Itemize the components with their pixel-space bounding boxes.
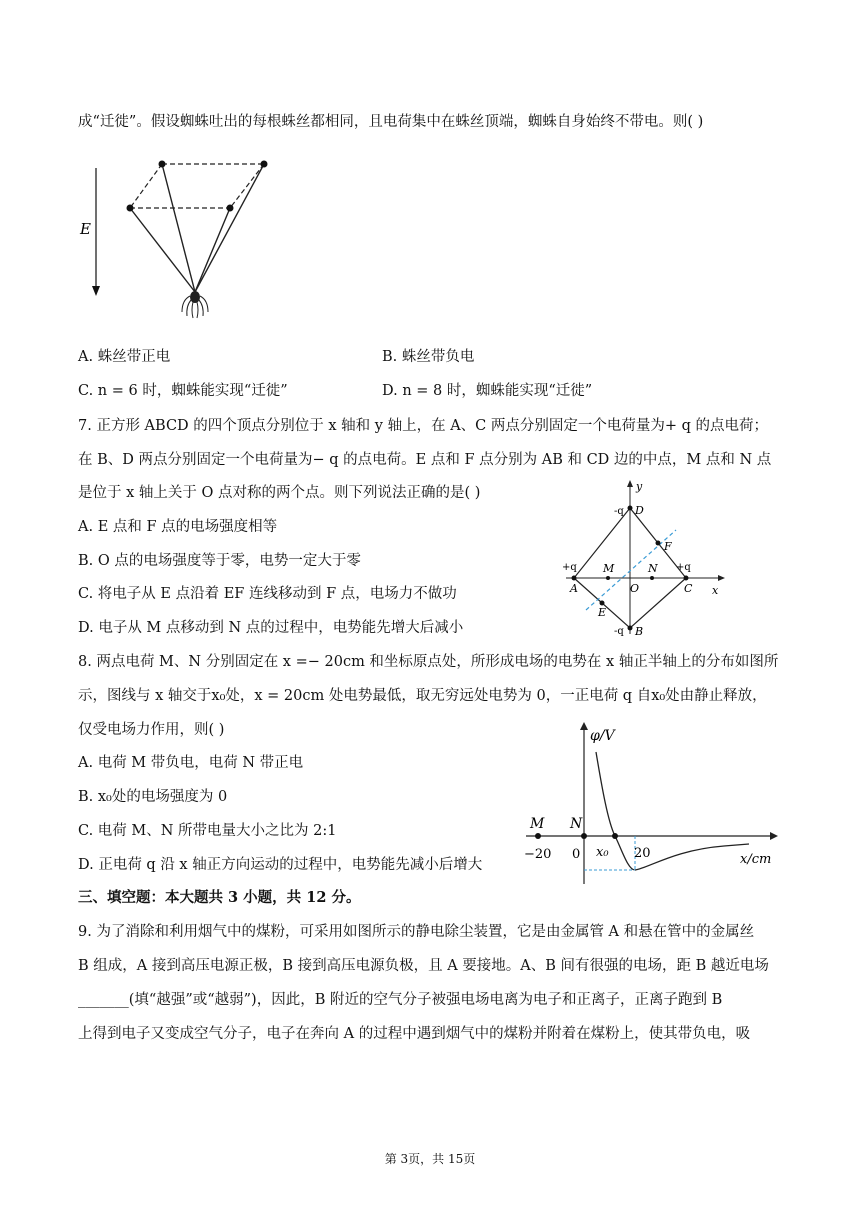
page-number: 第 3页，共 15页 (384, 1152, 476, 1166)
q7-stem-line-1: 7. 正方形 ABCD 的四个顶点分别位于 x 轴和 y 轴上，在 A、C 两点分别固定一个电荷量为+ q 的点电荷； (78, 418, 769, 434)
q6-option-c[interactable]: C. n = 6 时，蜘蛛能实现“迁徙” (78, 383, 288, 399)
q7-option-a[interactable]: A. E 点和 F 点的电场强度相等 (78, 519, 278, 535)
q6-option-b[interactable]: B. 蛛丝带负电 (382, 349, 475, 365)
q8-option-b[interactable]: B. x₀处的电场强度为 0 (78, 789, 228, 805)
charge-top: -q (614, 506, 624, 517)
q8-option-d[interactable]: D. 正电荷 q 沿 x 轴正方向运动的过程中，电势能先减小后增大 (78, 857, 483, 873)
point-C: C (684, 582, 693, 595)
q9-stem-line-1: 9. 为了消除和利用烟气中的煤粉，可采用如图所示的静电除尘装置，它是由金属管 A 和悬在管中的金属丝 (78, 924, 755, 940)
square-charges-figure (560, 478, 730, 638)
phi-axis-label: φ/V (590, 728, 615, 744)
point-N: N (648, 562, 658, 575)
y-axis-label: y (636, 480, 643, 493)
point-B: B (635, 625, 644, 638)
q8-stem-line-3: 仅受电场力作用，则( ) (78, 722, 225, 738)
x-cm-axis-label: x/cm (740, 852, 772, 867)
q8-option-c[interactable]: C. 电荷 M、N 所带电量大小之比为 2:1 (78, 823, 337, 839)
q7-stem-line-3: 是位于 x 轴上关于 O 点对称的两个点。则下列说法正确的是( ) (78, 485, 481, 501)
q7-option-c[interactable]: C. 将电子从 E 点沿着 EF 连线移动到 F 点，电场力不做功 (78, 586, 457, 602)
section-heading: 三、填空题：本大题共 3 小题，共 12 分。 (78, 889, 361, 906)
charge-bottom: -q (614, 626, 624, 637)
q6-option-d[interactable]: D. n = 8 时，蜘蛛能实现“迁徙” (382, 383, 593, 399)
q8-stem-line-1: 8. 两点电荷 M、N 分别固定在 x =− 20cm 和坐标原点处，所形成电场的电势在 x 轴正半轴上的分布如图所 (78, 654, 779, 670)
point-D: D (635, 504, 644, 517)
q6-option-a[interactable]: A. 蛛丝带正电 (78, 349, 171, 365)
point-O: O (630, 582, 640, 595)
point-A: A (570, 582, 578, 595)
point-F: F (664, 540, 672, 553)
tick-x0: x₀ (596, 845, 609, 860)
point-M: M (603, 562, 615, 575)
spider-icon (182, 291, 208, 318)
q7-stem-line-2: 在 B、D 两点分别固定一个电荷量为− q 的点电荷。E 点和 F 点分别为 AB 和 CD 边的中点，M 点和 N 点 (78, 452, 772, 468)
q7-option-d[interactable]: D. 电子从 M 点移动到 N 点的过程中，电势能先增大后减小 (78, 620, 464, 636)
q7-option-b[interactable]: B. O 点的电场强度等于零，电势一定大于零 (78, 553, 361, 569)
q9-stem-line-2: B 组成，A 接到高压电源正极，B 接到高压电源负极，且 A 要接地。A、B 间有很强的电场，距 B 越近电场 (78, 958, 769, 974)
potential-graph-figure (524, 718, 784, 890)
field-label-E: E (80, 220, 91, 238)
intro-text: 成“迁徙”。假设蜘蛛吐出的每根蛛丝都相同，且电荷集中在蛛丝顶端，蜘蛛自身始终不带电。则( ) (78, 114, 704, 130)
charge-M-label: M (530, 816, 545, 832)
charge-left: +q (562, 562, 577, 573)
tick-minus20: −20 (524, 847, 552, 862)
x-axis-label: x (712, 584, 719, 597)
q8-option-a[interactable]: A. 电荷 M 带负电，电荷 N 带正电 (78, 755, 304, 771)
charge-N-label: N (570, 816, 583, 832)
q8-stem-line-2: 示，图线与 x 轴交于x₀处，x = 20cm 处电势最低，取无穷远处电势为 0，一正电荷 q 自x₀处由静止释放， (78, 688, 767, 704)
q9-stem-line-4: 上得到电子又变成空气分子，电子在奔向 A 的过程中遇到烟气中的煤粉并附着在煤粉上，使其带负电，吸 (78, 1026, 751, 1042)
tick-zero: 0 (572, 847, 581, 862)
point-E: E (598, 606, 607, 619)
spider-figure (74, 150, 284, 325)
charge-right: +q (676, 562, 691, 573)
tick-20: 20 (634, 846, 651, 861)
q9-stem-line-3: _______(填“越强”或“越弱”)，因此，B 附近的空气分子被强电场电离为电子和正离子，正离子跑到 B (78, 992, 723, 1008)
